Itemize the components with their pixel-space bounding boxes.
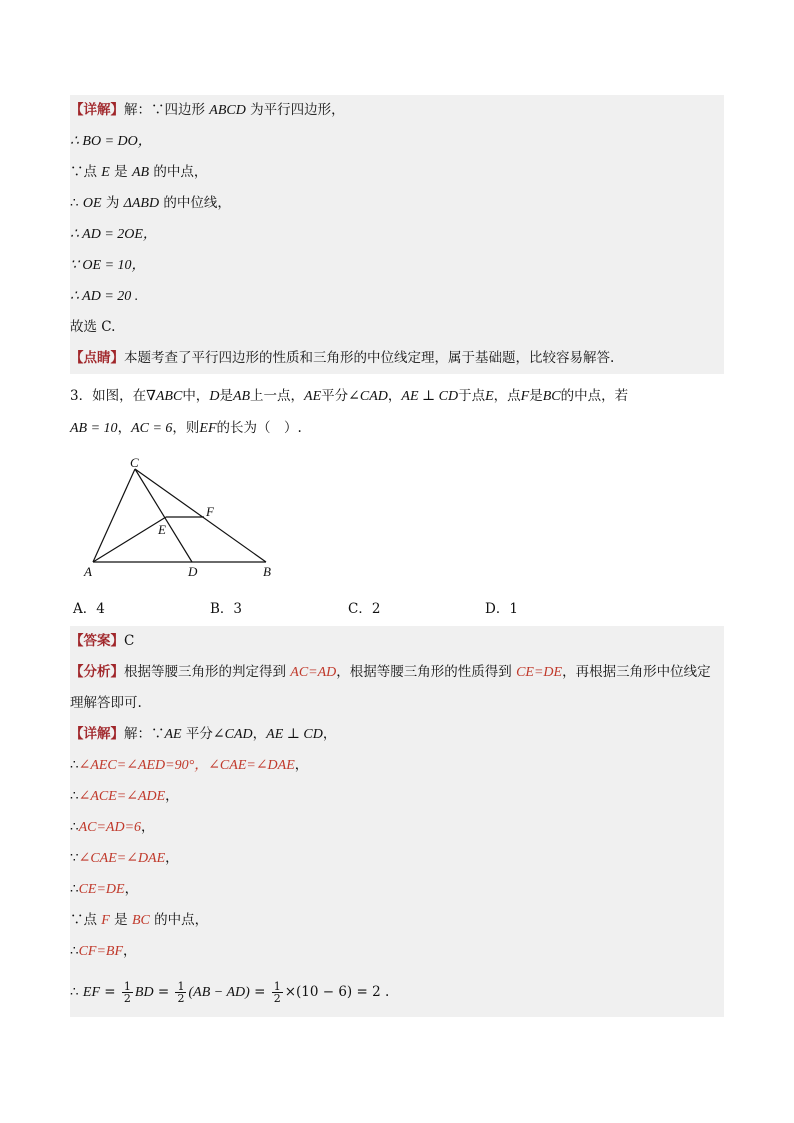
detail-line-6: ∴CE=DE，	[70, 874, 724, 905]
label-C: C	[130, 455, 139, 470]
option-b[interactable]: B．3	[210, 601, 243, 617]
analysis-line-1: 【分析】根据等腰三角形的判定得到 AC=AD，根据等腰三角形的性质得到 CE=DE，再根据三角形中位线定	[70, 657, 724, 688]
prev-line-4: ∴ OE 为 ΔABD 的中位线，	[70, 188, 724, 219]
analysis-tag: 【分析】	[70, 664, 124, 680]
fraction-half-1: $\frac{1}{2}$	[123, 980, 131, 1005]
detail-tag: 【详解】	[70, 102, 124, 118]
answer-line	[70, 626, 724, 657]
detail-tag-2: 【详解】	[70, 726, 124, 742]
label-B: B	[263, 564, 271, 579]
detail-line-8: ∴CF=BF，	[70, 936, 724, 967]
fraction-half-3: $\frac{1}{2}$	[273, 980, 281, 1005]
detail-line-7: ∵点 F 是 BC 的中点，	[70, 905, 724, 936]
fraction-half-2: $\frac{1}{2}$	[177, 980, 185, 1005]
prev-line-7: ∴ AD = 20 .	[70, 281, 724, 312]
label-A: A	[84, 564, 92, 579]
detail-line-4: ∴AC=AD=6，	[70, 812, 724, 843]
prev-line-3: ∵点 E 是 AB 的中点，	[70, 157, 724, 188]
comment-tag: 【点睛】	[70, 350, 124, 366]
detail-line-5: ∵∠CAE=∠DAE，	[70, 843, 724, 874]
prev-comment-line: 【点睛】本题考查了平行四边形的性质和三角形的中位线定理，属于基础题，比较容易解答.	[70, 343, 724, 374]
option-a[interactable]: A．4	[73, 601, 105, 617]
detail-line-3: ∴∠ACE=∠ADE，	[70, 781, 724, 812]
option-d[interactable]: D．1	[485, 601, 518, 617]
segment-CB	[135, 469, 266, 562]
answer-tag: 【答案】	[70, 633, 124, 649]
label-D: D	[188, 564, 198, 579]
prev-line-2: ∴ BO = DO，	[70, 126, 724, 157]
segment-AC	[93, 469, 135, 562]
option-c[interactable]: C．2	[348, 601, 381, 617]
label-F: F	[206, 504, 214, 519]
detail-line-1: 【详解】解：∵AE 平分∠CAD，AE ⊥ CD，	[70, 719, 724, 750]
label-E: E	[158, 522, 166, 537]
question-line-2: AB = 10，AC = 6，则EF的长为（ ）.	[70, 420, 302, 436]
prev-line-6: ∵ OE = 10，	[70, 250, 724, 281]
prev-line-8: 故选 C.	[70, 312, 724, 343]
triangle-figure	[80, 452, 290, 582]
detail-line-2: ∴∠AEC=∠AED=90°，∠CAE=∠DAE，	[70, 750, 724, 781]
prev-detail-line: 【详解】解：∵四边形 ABCD 为平行四边形，	[70, 95, 724, 126]
question-line-1: 3．如图，在∇ABC中，D是AB上一点，AE平分∠CAD，AE ⊥ CD于点E，点F是BC的中点，若	[70, 388, 629, 404]
analysis-line-2: 理解答即可.	[70, 688, 724, 719]
segment-CD	[135, 469, 192, 562]
segment-AE	[93, 517, 166, 562]
detail-line-9: ∴ EF = $\frac{1}{2}$ BD = $\frac{1}{2}$ (AB − AD) = $\frac{1}{2}$ ×(10 − 6) = 2 .	[70, 967, 724, 1017]
answer-value: C	[124, 633, 135, 649]
prev-line-5: ∴ AD = 2OE，	[70, 219, 724, 250]
